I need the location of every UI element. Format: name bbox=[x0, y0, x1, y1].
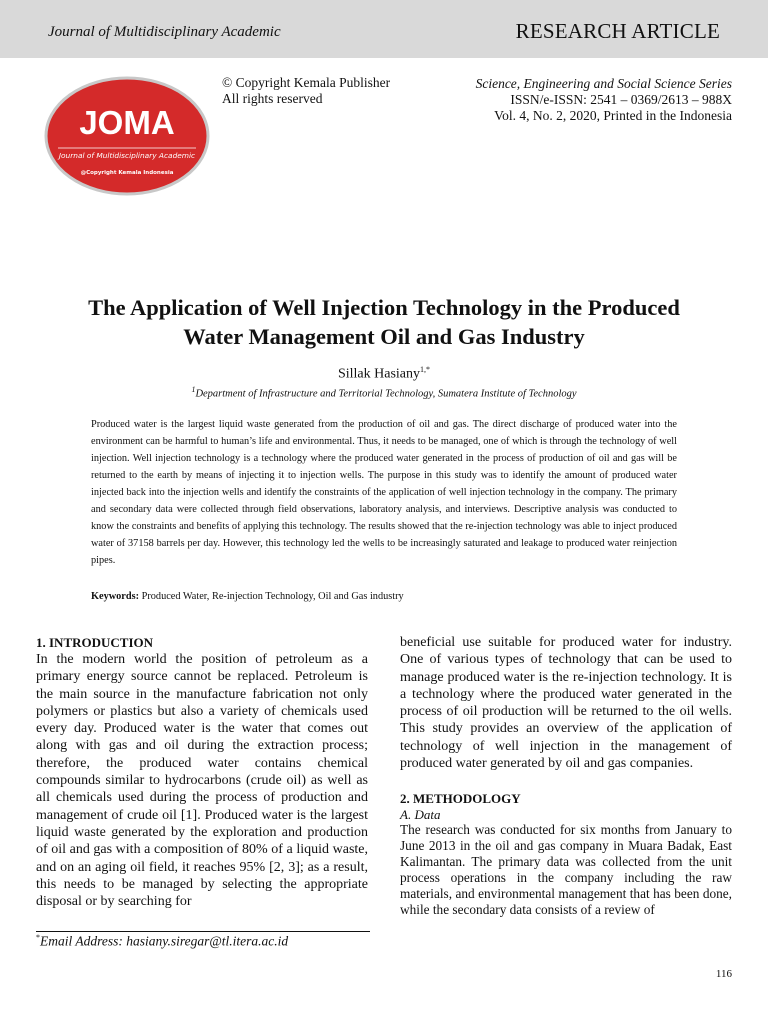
introduction-continued: beneficial use suitable for produced water for industry. One of various types of technology that can be used to manage produced water is the re-injection technology. It is a technology where the produced water generated in the process of oil production will be returned to the oil wells. This study provides an overview of the application of technology of well injection in the management of produced water generated by oil and gas companies. bbox=[400, 635, 732, 772]
copyright-line: © Copyright Kemala Publisher bbox=[222, 75, 391, 90]
affiliation bbox=[0, 385, 768, 400]
author-superscript: 1,* bbox=[420, 365, 431, 374]
title-line-2: Water Management Oil and Gas Industry bbox=[183, 324, 585, 349]
article-type: RESEARCH ARTICLE bbox=[515, 19, 720, 43]
issn: ISSN/e-ISSN: 2541 – 0369/2613 – 988X bbox=[510, 92, 732, 107]
logo-subtitle: Journal of Multidisciplinary Academic bbox=[58, 151, 196, 160]
rights-line: All rights reserved bbox=[222, 91, 323, 106]
right-column bbox=[400, 634, 732, 918]
publisher-copyright bbox=[222, 75, 390, 107]
data-text: The research was conducted for six months from January to June 2013 in the oil and gas company in Muara Badak, East Kalimantan. The primary data was collected from the unit process operations in the company including the raw materials, and environmental management that has been done, while the secondary data consists of a review of bbox=[400, 822, 732, 918]
article-title bbox=[30, 293, 738, 351]
keywords bbox=[91, 591, 677, 602]
logo-copyright: @Copyright Kemala Indonesia bbox=[80, 170, 174, 176]
series-info bbox=[476, 76, 732, 124]
author bbox=[0, 365, 768, 383]
joma-logo bbox=[44, 76, 210, 196]
footnote-marker: * bbox=[36, 933, 40, 942]
author-name: Sillak Hasiany bbox=[337, 366, 421, 382]
journal-name: Journal of Multidisciplinary Academic bbox=[48, 24, 281, 40]
introduction-heading: 1. INTRODUCTION bbox=[36, 635, 154, 650]
series-name: Science, Engineering and Social Science Series bbox=[475, 76, 732, 91]
keywords-list: Produced Water, Re-injection Technology, Oil and Gas industry bbox=[139, 591, 404, 602]
left-column bbox=[36, 634, 368, 910]
data-subheading: A. Data bbox=[400, 807, 441, 823]
page-number: 116 bbox=[715, 968, 732, 980]
footnote-divider bbox=[36, 931, 370, 932]
abstract: Produced water is the largest liquid waste generated from the production of oil and gas. The direct discharge of produced water into the environment can be harmful to human’s life and environmental. Thus, it needs to be managed, one of which is through the technology of well injection. Well injection technology is a technology where the produced water generated in the process of production of oil and gas will be returned to the earth by means of injecting it to injection wells. The purpose in this study was to identify the amount of produced water injected back into the injection wells and identify the constraints of the application of well injection technology in the company. The primary and secondary data were collected through field observations, laboratory analysis, and interviews. Descriptive analysis was conducted to know the constraints and benefits of applying this technology. The results showed that the re-injection technology was able to inject produced water of 37158 barrels per day. However, this technology led the wells to be increasingly saturated and leakage to produced water reinjection pipes. bbox=[91, 419, 677, 566]
title-line-1: The Application of Well Injection Technology in the Produced bbox=[88, 295, 680, 320]
footnote bbox=[36, 933, 288, 950]
affiliation-superscript: 1 bbox=[191, 385, 196, 394]
keywords-label: Keywords: bbox=[91, 591, 140, 602]
logo-main-text: JOMA bbox=[79, 104, 175, 141]
introduction-text: In the modern world the position of petroleum as a primary energy source cannot be replaced. Petroleum is the main source in the manufacture fabrication not only polymers or plastics but also a variety of chemicals used every day. Produced water is the water that comes out along with gas and oil during the extraction process; therefore, the produced water contains chemical compounds similar to hydrocarbons (crude oil) as well as all chemicals used during the process of production and management of crude oil [1]. Produced water is the largest liquid waste generated by the exploration and production of oil and gas with a composition of 80% of a liquid waste, and on an aging oil field, it reaches 95% [2, 3]; as a result, this needs to be managed by selecting the appropriate disposal or by searching for bbox=[36, 652, 368, 910]
affiliation-text: Department of Infrastructure and Territorial Technology, Sumatera Institute of Technology bbox=[195, 388, 577, 400]
footnote-email: Email Address: hasiany.siregar@tl.itera.ac.id bbox=[40, 933, 289, 949]
volume-info: Vol. 4, No. 2, 2020, Printed in the Indonesia bbox=[494, 108, 732, 123]
methodology-heading: 2. METHODOLOGY bbox=[400, 791, 521, 807]
